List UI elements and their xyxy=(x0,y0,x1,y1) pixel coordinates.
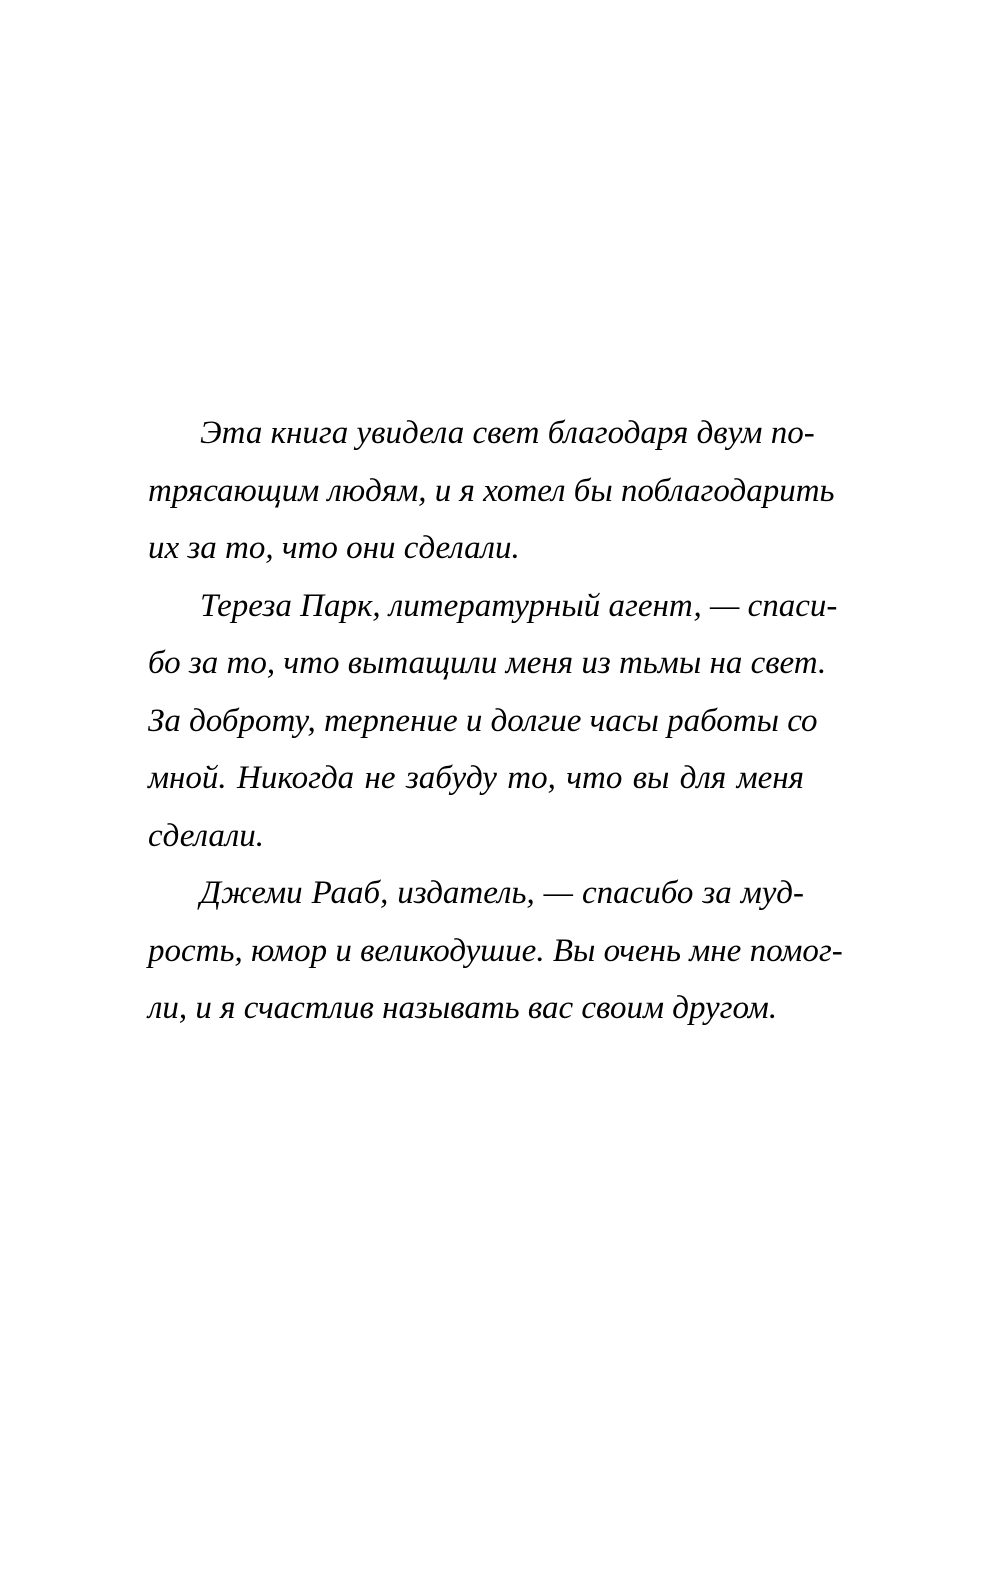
text-line: мной. Никогда не забуду то, что вы для меня xyxy=(148,760,804,796)
text-line: Тереза Парк, литературный агент, — спаси- xyxy=(200,587,838,624)
paragraph-2 xyxy=(148,578,838,866)
paragraph-3 xyxy=(148,865,843,1038)
text-line: Эта книга увидела свет благодаря двум по- xyxy=(200,415,815,451)
text-line: их за то, что они сделали. xyxy=(148,530,520,566)
text-line: рость, юмор и великодушие. Вы очень мне помог- xyxy=(148,932,843,969)
text-line: ли, и я счастлив называть вас своим другом. xyxy=(148,990,778,1026)
acknowledgements-text xyxy=(148,405,843,1038)
text-line: бо за то, что вытащили меня из тьмы на свет. xyxy=(148,645,827,681)
text-line: сделали. xyxy=(148,817,264,854)
text-line: Джеми Рааб, издатель, — спасибо за муд- xyxy=(200,875,804,911)
text-line: трясающим людям, и я хотел бы поблагодарить xyxy=(148,472,835,509)
paragraph-1 xyxy=(148,405,835,578)
text-line: За доброту, терпение и долгие часы работы со xyxy=(148,702,818,739)
